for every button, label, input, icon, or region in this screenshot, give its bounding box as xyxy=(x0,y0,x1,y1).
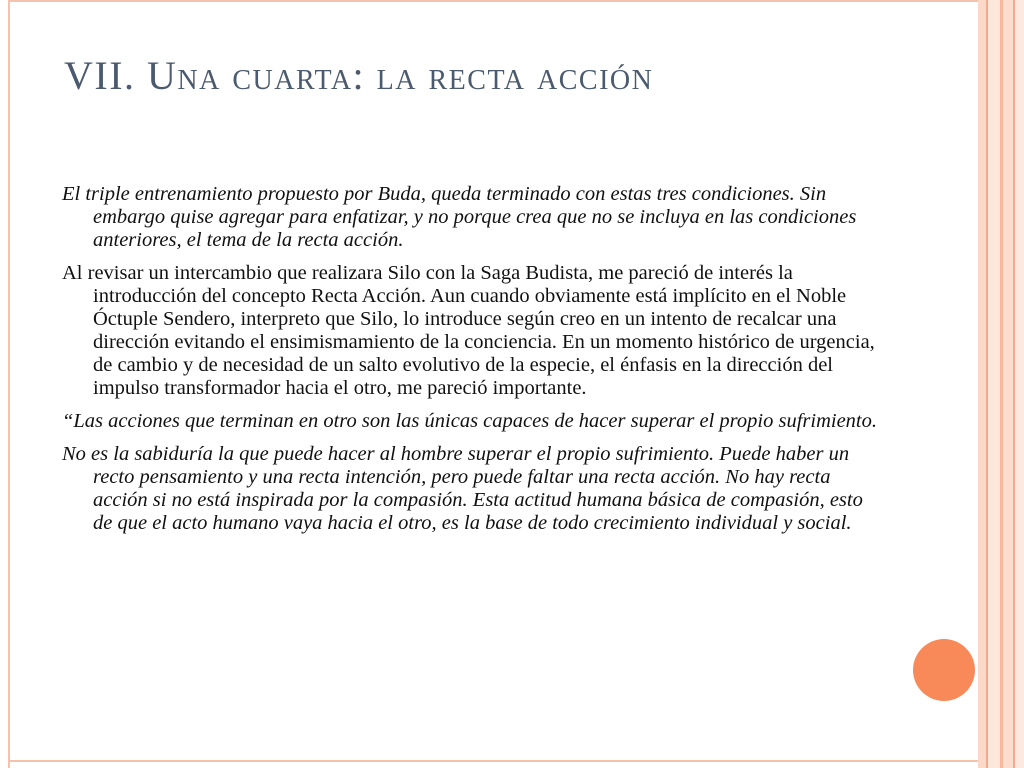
paragraph: Al revisar un intercambio que realizara Silo con la Saga Budista, me pareció de interés la introducción del concepto Recta Acción. Aun cuando obviamente está implícito en el Noble Óctuple Sendero, interpreto que Silo, lo introduce según creo en un intento de recalcar una dirección evitando el ensimismamiento de la conciencia. En un momento histórico de urgencia, de cambio y de necesidad de un salto evolutivo de la especie, el énfasis en la dirección del impulso transformador hacia el otro, me pareció importante. xyxy=(62,262,875,399)
decorative-band xyxy=(1015,0,1024,768)
paragraph: El triple entrenamiento propuesto por Buda, queda terminado con estas tres condiciones. Sin embargo quise agregar para enfatizar, y no porque crea que no se incluya en las condiciones anteriores, el tema de la recta acción. xyxy=(62,183,857,251)
frame-left-border xyxy=(8,0,10,768)
frame-bottom-border xyxy=(8,760,988,762)
paragraph: “Las acciones que terminan en otro son las únicas capaces de hacer superar el propio sufrimiento. xyxy=(62,410,877,432)
frame-top-border xyxy=(8,0,988,2)
decorative-band xyxy=(978,0,986,768)
slide-title: VII. Una cuarta: la recta acción xyxy=(64,53,654,98)
decorative-band xyxy=(1003,0,1013,768)
paragraph: No es la sabiduría la que puede hacer al hombre superar el propio sufrimiento. Puede haber un recto pensamiento y una recta intención, pero puede faltar una recta acción. No hay recta acción si no está inspirada por la compasión. Esta actitud humana básica de compasión, esto de que el acto humano vaya hacia el otro, es la base de todo crecimiento individual y social. xyxy=(62,443,863,534)
slide-body xyxy=(62,183,882,545)
decorative-band xyxy=(988,0,1000,768)
accent-circle xyxy=(913,639,975,701)
